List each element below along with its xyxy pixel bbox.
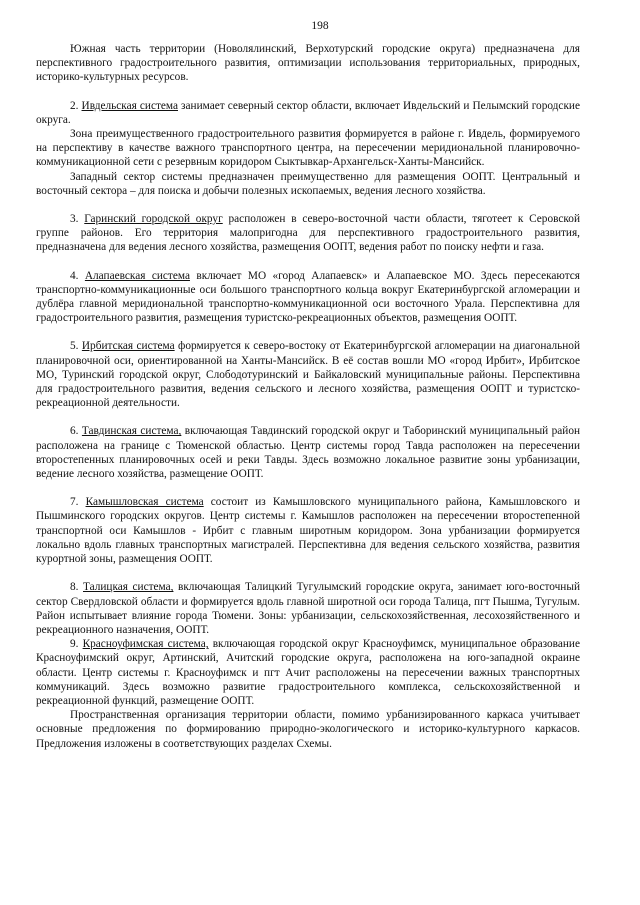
system-name: Тавдинская система, xyxy=(81,425,182,438)
system-name: Красноуфимская система, xyxy=(82,638,209,651)
paragraph-ivdel-system: 2. Ивдельская система занимает северный сектор области, включает Ивдельский и Пелымский городские округа. xyxy=(36,99,580,126)
document-body xyxy=(36,42,580,751)
item-number: 9. xyxy=(70,638,83,651)
item-number: 7. xyxy=(70,496,86,509)
item-number: 5. xyxy=(70,340,82,353)
paragraph-krasnoufimsk-system: 9. Красноуфимская система, включающая городской округ Красноуфимск, муниципальное образование Красноуфимский округ, Артинский, Ачитский городские округа, расположена на юго-западной окраине области. Центр системы г. Красноуфимск и пгт Ачит расположены на пересечении важных транспортных коммуникаций. Здесь возможно развитие градостроительного комплекса, сельскохозяйственной и рекреационной функций, размещение ООПТ. xyxy=(36,638,580,707)
paragraph-garinsky: 3. Гаринский городской округ расположен в северо-восточной части области, тяготеет к Серовской группе районов. Его территория малопригодна для перспективного градостроительного развития, предназначена для ведения лесного хозяйства, размещения ООПТ, ведения работ по поиску нефти и газа. xyxy=(36,213,580,254)
item-number: 4. xyxy=(70,269,85,282)
paragraph-spatial-organization: Пространственная организация территории области, помимо урбанизированного каркаса учитывает основные предложения по формированию природно-экологического и историко-культурного каркасов. Предложения изложены в соответствующих разделах Схемы. xyxy=(36,709,580,750)
paragraph-irbit-system: 5. Ирбитская система формируется к северо-востоку от Екатеринбургской агломерации на диагональной планировочной оси, ориентированной на Ханты-Мансийск. В её состав вошли МО «город Ирбит», Ирбитское МО, Туринский городской округ, Слободотуринский и Байкаловский муниципальные районы. Перспективна для градостроительного развития, ведения сельского и лесного хозяйства, размещения ООПТ и туристско-рекреационной деятельности. xyxy=(36,340,581,410)
paragraph-south-territory: Южная часть территории (Новолялинский, Верхотурский городские округа) предназначена для перспективного градостроительного развития, оптимизации использования территориальных, природных, историко-культурных ресурсов. xyxy=(36,43,580,84)
system-name: Талицкая система, xyxy=(83,581,174,594)
page-number: 198 xyxy=(311,20,329,32)
system-name: Ивдельская система xyxy=(81,99,178,112)
item-number: 8. xyxy=(70,581,83,594)
system-name: Ирбитская система xyxy=(81,340,175,353)
item-number: 3. xyxy=(70,213,85,226)
paragraph-kamyshlov-system: 7. Камышловская система состоит из Камышловского муниципального района, Камышловского и Пышминского городских округов. Центр системы г. Камышлов расположен на пересечении второстепенной транспортной оси Камышлов - Ирбит с главным широтным коридором. Зона урбанизации формируется локально вдоль главных транспортных магистралей. Перспективна для ведения сельского хозяйства, развития курортной зоны, размещения ООПТ. xyxy=(36,496,580,566)
item-number: 6. xyxy=(70,425,82,438)
paragraph-ivdel-zone: Зона преимущественного градостроительного развития формируется в районе г. Ивдель, формируемого на перспективу в качестве важного транспортного центра, на пересечении меридиональной планировочно-коммуникационной сети с резервным коридором Сыктывкар-Архангельск-Ханты-Мансийск. xyxy=(36,128,580,169)
system-name: Алапаевская система xyxy=(84,269,190,282)
paragraph-tavda-system: 6. Тавдинская система, включающая Тавдинский городской округ и Таборинский муниципальный район расположена на границе с Тюменской областью. Центр системы город Тавда расположен на пересечении второстепенных планировочных осей и реки Тавды. Здесь возможно локальное развитие зоны урбанизации, ведение лесного хозяйства, размещение ООПТ. xyxy=(36,425,581,481)
system-name: Камышловская система xyxy=(85,496,204,509)
paragraph-alapaevsk-system: 4. Алапаевская система включает МО «город Алапаевск» и Алапаевское МО. Здесь пересекаются транспортно-коммуникационные оси большого транспортного кольца вокруг Екатеринбургской агломерации и дублёра главной меридиональной транспортно-коммуникационной оси восточного Урала. Перспективна для градостроительного развития, размещения туристско-рекреационных объектов, размещения ООПТ. xyxy=(36,269,581,325)
paragraph-ivdel-west-sector: Западный сектор системы предназначен преимущественно для размещения ООПТ. Центральный и восточный сектора – для поиска и добычи полезных ископаемых, ведения лесного хозяйства. xyxy=(36,170,580,197)
paragraph-talitsa-system: 8. Талицкая система, включающая Талицкий Тугулымский городские округа, занимает юго-восточный сектор Свердловской области и формируется вдоль главной широтной оси города Талица, пгт Пышма, Тугулым. Район испытывает влияние города Тюмени. Зоны: урбанизации, сельскохозяйственная, лесохозяйственного и рекреационного назначения, ООПТ. xyxy=(36,581,580,636)
system-name: Гаринский городской округ xyxy=(84,213,223,226)
item-number: 2. xyxy=(70,99,82,112)
